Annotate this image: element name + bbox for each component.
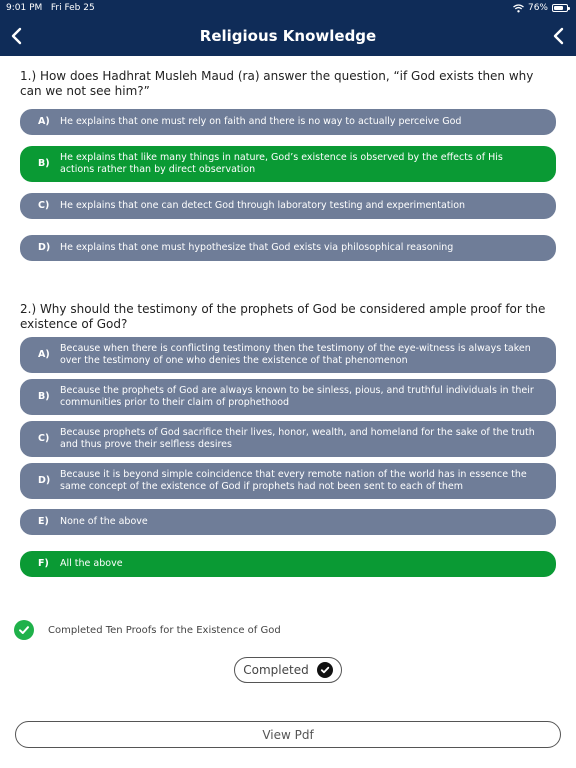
- view-pdf-button[interactable]: [15, 721, 561, 748]
- option-text: He explains that one can detect God through laboratory testing and experimentation: [60, 200, 466, 211]
- option-letter: C): [38, 433, 50, 444]
- status-right: [513, 3, 568, 13]
- check-icon: [317, 662, 333, 678]
- question-1-text: 1.) How does Hadhrat Musleh Maud (ra) answer the question, “if God exists then why can we not see him?”: [20, 69, 534, 98]
- option-text: Because prophets of God sacrifice their lives, honor, wealth, and homeland for the sake of the truth and thus prove their selfless desires: [60, 427, 535, 450]
- page-title: Religious Knowledge: [199, 27, 377, 45]
- battery-percent: 76%: [527, 3, 548, 13]
- option-text: Because when there is conflicting testimony then the testimony of the eye-witness is always taken over the testimony of one who denies the existence of that phenomenon: [60, 343, 531, 366]
- completed-label: Completed: [243, 663, 309, 677]
- option-letter: D): [38, 475, 51, 486]
- question-2-text: 2.) Why should the testimony of the prophets of God be considered ample proof for the existence of God?: [20, 302, 546, 331]
- option-letter: B): [38, 158, 50, 169]
- answer-option[interactable]: [20, 193, 556, 219]
- option-letter: B): [38, 391, 50, 402]
- check-circle-icon: [14, 620, 34, 640]
- nav-bar: [0, 16, 576, 56]
- wifi-icon: [513, 4, 524, 13]
- option-letter: C): [38, 200, 50, 211]
- completed-button[interactable]: [234, 657, 342, 683]
- status-bar: [0, 0, 576, 16]
- option-letter: A): [38, 349, 50, 360]
- completion-text: Completed Ten Proofs for the Existence of God: [48, 624, 281, 636]
- option-text: None of the above: [60, 516, 148, 527]
- battery-icon: [552, 4, 568, 12]
- option-text: He explains that one must rely on faith and there is no way to actually perceive God: [60, 116, 462, 127]
- option-text: Because it is beyond simple coincidence that every remote nation of the world has in essence the same concept of the existence of God if prophets had not been sent to each of them: [60, 469, 527, 492]
- option-text: All the above: [60, 558, 123, 569]
- answer-option[interactable]: [20, 379, 556, 415]
- answer-option[interactable]: [20, 421, 556, 457]
- option-text: He explains that one must hypothesize that God exists via philosophical reasoning: [60, 242, 454, 253]
- answer-option[interactable]: [20, 109, 556, 135]
- answer-option[interactable]: [20, 509, 556, 535]
- answer-option-correct[interactable]: [20, 146, 556, 182]
- answer-option[interactable]: [20, 235, 556, 261]
- status-time: 9:01 PM Fri Feb 25: [6, 3, 95, 13]
- answer-option[interactable]: [20, 337, 556, 373]
- option-text: Because the prophets of God are always known to be sinless, pious, and truthful individuals in their communities prior to their claim of prophethood: [60, 385, 534, 408]
- option-text: He explains that like many things in nature, God’s existence is observed by the effects of His actions rather than by direct observation: [60, 152, 503, 175]
- option-letter: E): [38, 516, 49, 527]
- view-pdf-label: View Pdf: [262, 727, 314, 742]
- answer-option[interactable]: [20, 463, 556, 499]
- option-letter: A): [38, 116, 50, 127]
- collapse-chevron-icon[interactable]: [548, 25, 570, 47]
- answer-option-correct[interactable]: [20, 551, 556, 577]
- option-letter: F): [38, 558, 49, 569]
- completion-row: [14, 620, 281, 640]
- option-letter: D): [38, 242, 51, 253]
